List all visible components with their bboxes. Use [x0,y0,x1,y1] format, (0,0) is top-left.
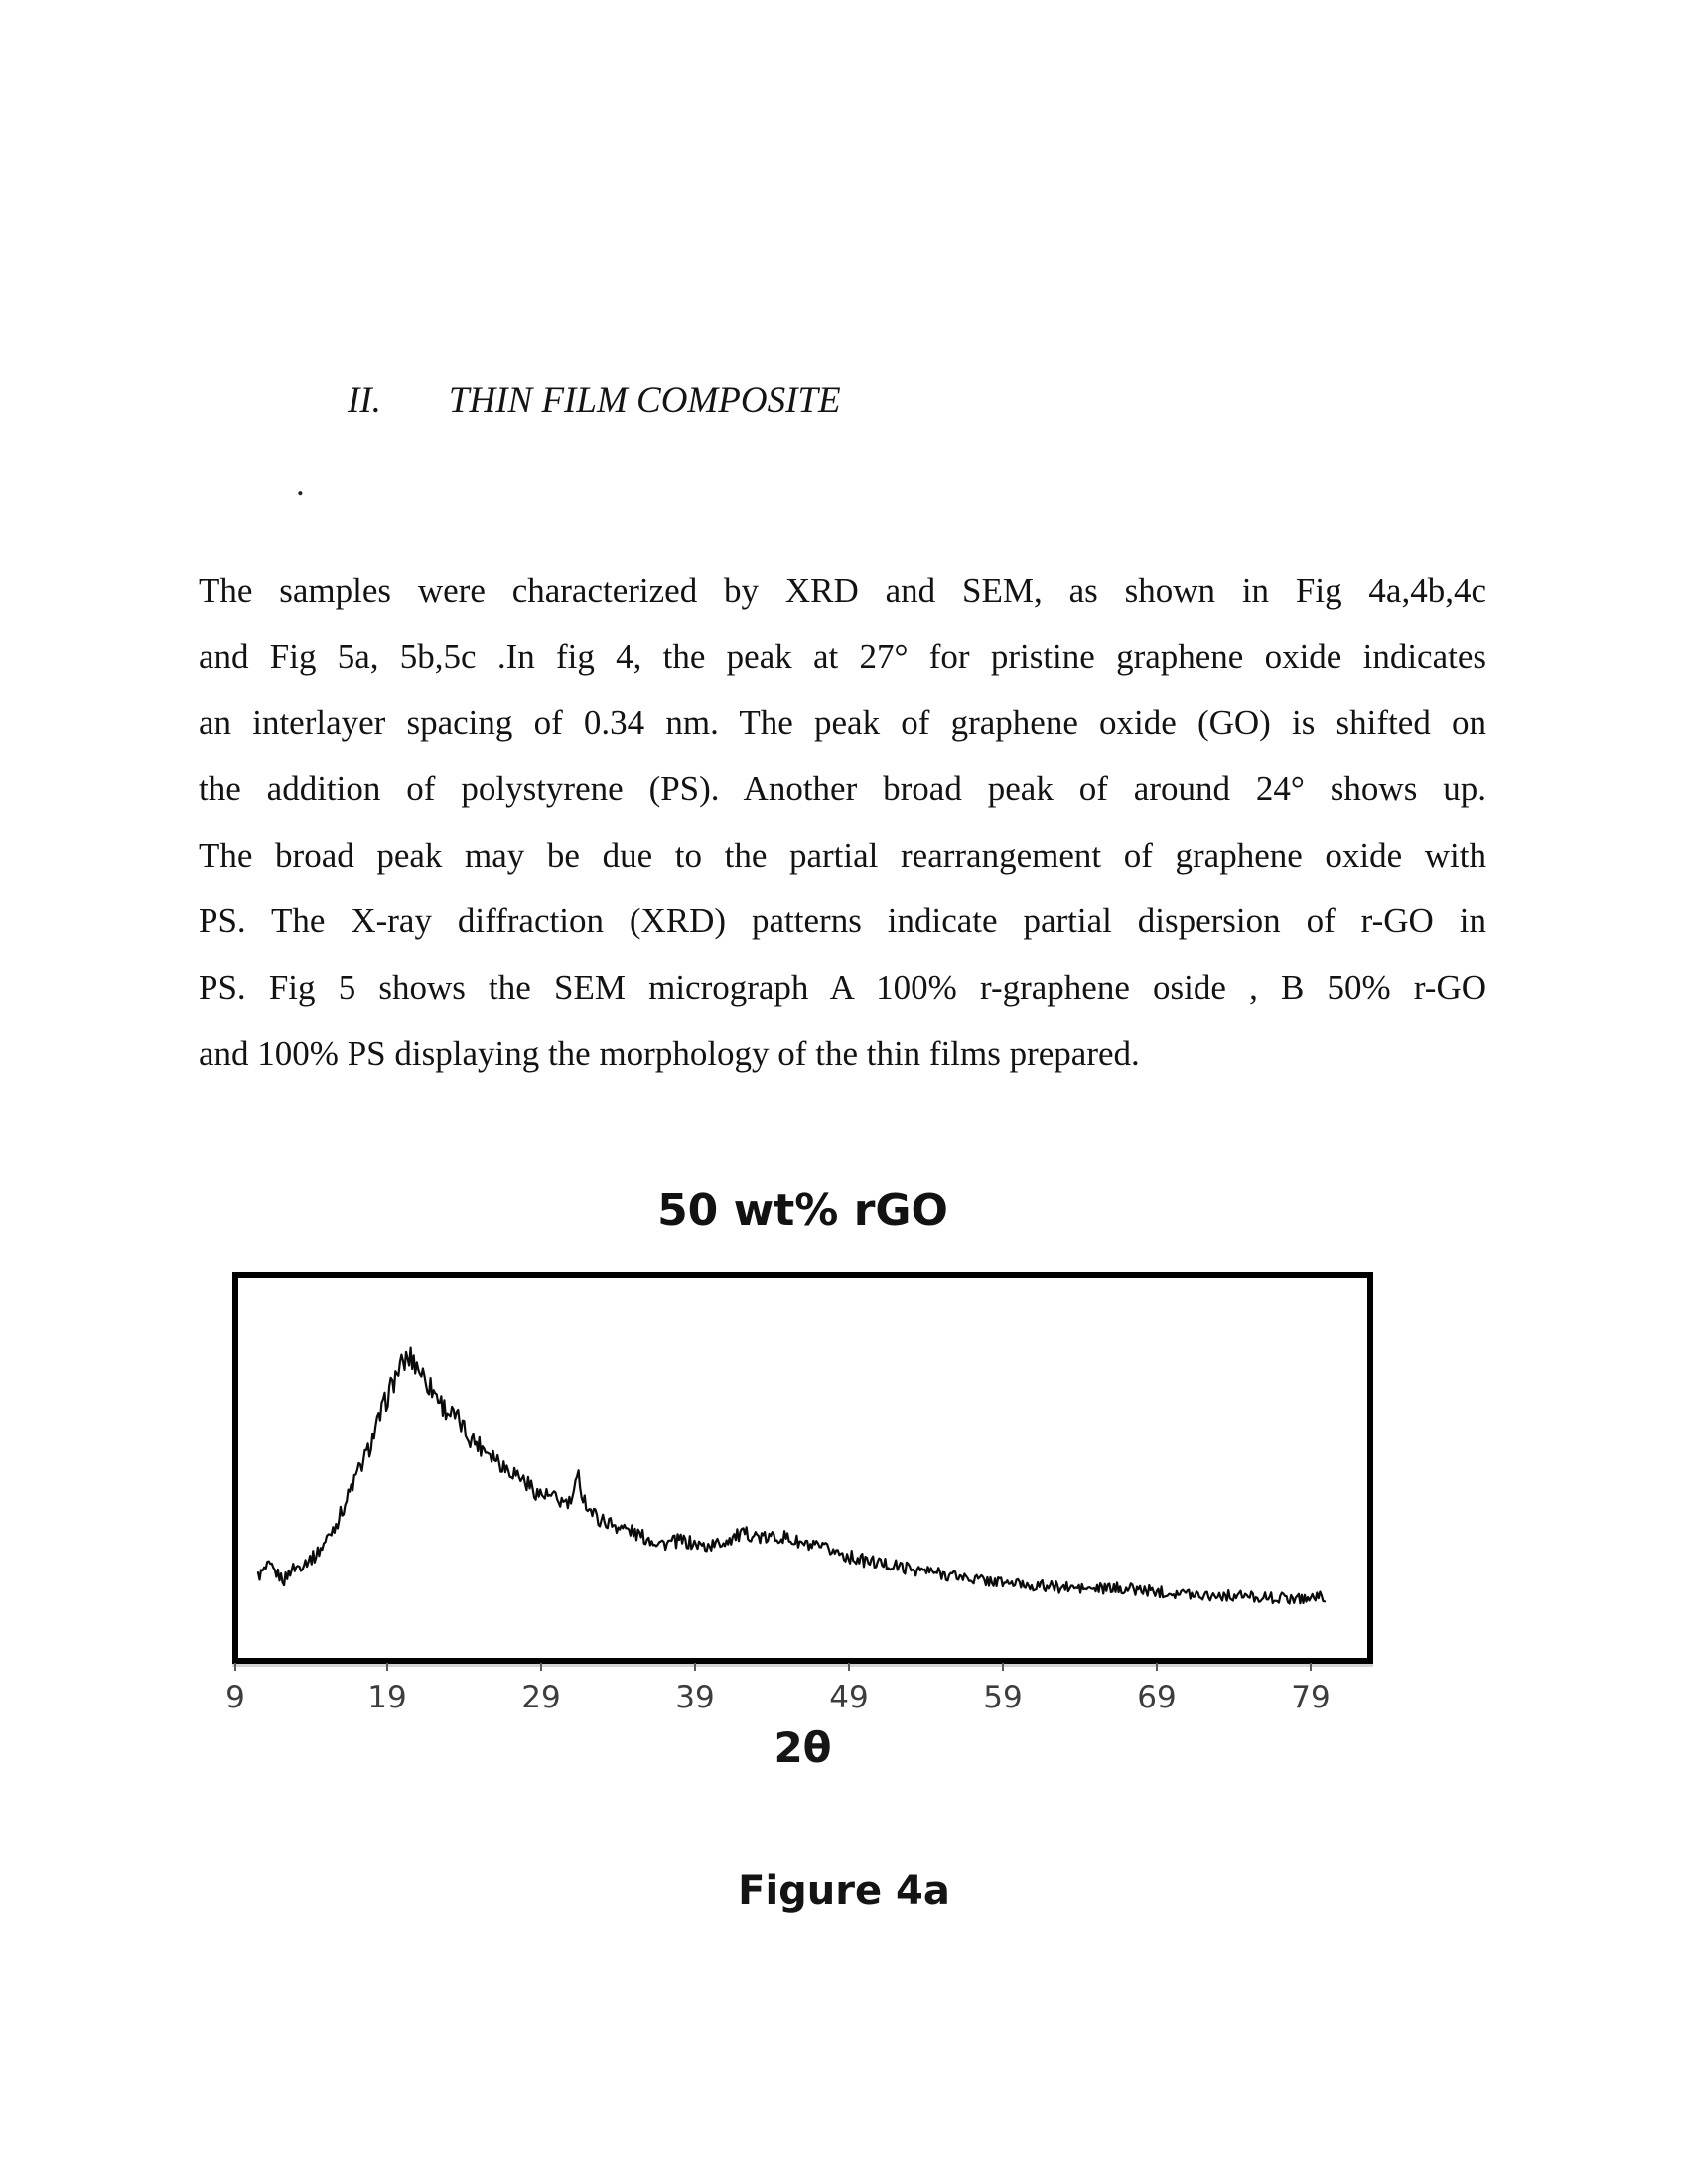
x-axis-tick-label: 39 [675,1680,715,1715]
xrd-chart-frame [232,1272,1373,1664]
paragraph-line: and 100% PS displaying the morphology of the thin films prepared. [199,1033,1140,1073]
chart-title: 50 wt% rGO [657,1185,948,1236]
x-axis-tick-label: 29 [521,1680,561,1715]
paragraph-line: the addition of polystyrene (PS). Another broad peak of around 24° shows up. [199,769,1486,809]
section-title: THIN FILM COMPOSITE [448,380,841,421]
x-axis-tick [1156,1663,1158,1671]
x-axis-tick [1002,1663,1004,1671]
x-axis-tick [234,1663,236,1671]
paragraph-line: and Fig 5a, 5b,5c .In fig 4, the peak at 27° for pristine graphene oxide indicates [199,636,1486,676]
x-axis-title: 2θ [774,1723,832,1772]
figure-caption: Figure 4a [738,1868,950,1914]
x-axis-tick-label: 59 [983,1680,1023,1715]
paragraph-line: The broad peak may be due to the partial rearrangement of graphene oxide with [199,835,1486,875]
paragraph-line: PS. Fig 5 shows the SEM micrograph A 100% r-graphene oside , B 50% r-GO [199,968,1486,1008]
section-heading [348,379,841,423]
x-axis-tick-label: 19 [367,1680,407,1715]
x-axis-tick [848,1663,850,1671]
x-axis-tick-label: 9 [225,1680,245,1715]
x-axis-tick [540,1663,542,1671]
paragraph-line: PS. The X-ray diffraction (XRD) patterns indicate partial dispersion of r-GO in [199,901,1486,941]
stray-period: . [296,465,305,503]
x-axis-tick [1310,1663,1312,1671]
body-paragraph [199,558,1486,1088]
paragraph-line: an interlayer spacing of 0.34 nm. The peak of graphene oxide (GO) is shifted on [199,703,1486,743]
x-axis-tick-label: 79 [1291,1680,1331,1715]
section-number: II. [348,380,381,421]
x-axis-tick-label: 49 [829,1680,869,1715]
xrd-curve [258,1348,1325,1604]
x-axis-tick [386,1663,388,1671]
x-axis-tick-label: 69 [1137,1680,1177,1715]
paragraph-line: The samples were characterized by XRD and SEM, as shown in Fig 4a,4b,4c [199,571,1486,610]
x-axis-tick [694,1663,696,1671]
xrd-curve-svg [238,1278,1367,1658]
